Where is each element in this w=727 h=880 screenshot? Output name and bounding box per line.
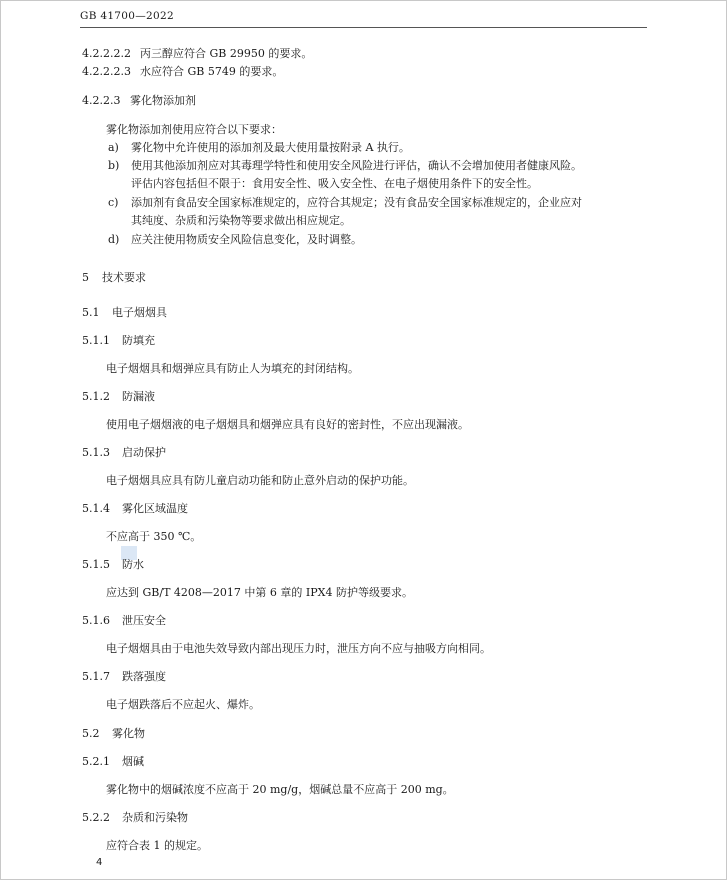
header-rule — [80, 27, 647, 28]
intro-text: 雾化物添加剂使用应符合以下要求： — [106, 123, 282, 136]
body-text: 电子烟烟具和烟弹应具有防止人为填充的封闭结构。 — [106, 362, 359, 375]
list-text: 添加剂有食品安全国家标准规定的，应符合其规定；没有食品安全国家标准规定的，企业应对 — [131, 196, 582, 209]
section-number: 5.2 — [82, 727, 100, 740]
clause-text: 丙三醇应符合 GB 29950 的要求。 — [140, 47, 313, 60]
section-title: 电子烟烟具 — [112, 306, 167, 319]
section-number: 5.1 — [82, 306, 100, 319]
list-text: 其纯度、杂质和污染物等要求做出相应规定。 — [131, 214, 351, 227]
subsection-title: 防水 — [122, 558, 144, 571]
clause-title: 雾化物添加剂 — [130, 94, 196, 107]
body-text: 电子烟跌落后不应起火、爆炸。 — [106, 698, 260, 711]
list-text: 雾化物中允许使用的添加剂及最大使用量按附录 A 执行。 — [131, 141, 410, 154]
list-marker: a) — [108, 141, 119, 154]
clause-number: 4.2.2.2.2 — [82, 47, 131, 60]
page-header — [80, 10, 174, 22]
body-text: 电子烟烟具应具有防儿童启动功能和防止意外启动的保护功能。 — [106, 474, 414, 487]
section-title: 雾化物 — [112, 727, 145, 740]
chapter-number: 5 — [82, 271, 89, 284]
subsection-number: 5.2.2 — [82, 811, 110, 824]
clause-text: 水应符合 GB 5749 的要求。 — [140, 65, 284, 78]
list-marker: c) — [108, 196, 119, 209]
subsection-number: 5.1.3 — [82, 446, 110, 459]
standard-code: GB 41700—2022 — [80, 10, 174, 22]
subsection-title: 防填充 — [122, 334, 155, 347]
list-marker: b) — [108, 159, 120, 172]
subsection-title: 雾化区域温度 — [122, 502, 188, 515]
subsection-number: 5.1.5 — [82, 558, 110, 571]
subsection-number: 5.2.1 — [82, 755, 110, 768]
subsection-title: 跌落强度 — [122, 670, 166, 683]
clause-number: 4.2.2.2.3 — [82, 65, 131, 78]
subsection-number: 5.1.1 — [82, 334, 110, 347]
subsection-number: 5.1.4 — [82, 502, 110, 515]
list-text: 应关注使用物质安全风险信息变化，及时调整。 — [131, 233, 362, 246]
list-marker: d) — [108, 233, 120, 246]
chapter-title: 技术要求 — [102, 271, 146, 284]
body-text: 应符合表 1 的规定。 — [106, 839, 208, 852]
subsection-number: 5.1.7 — [82, 670, 110, 683]
body-text: 电子烟烟具由于电池失效导致内部出现压力时，泄压方向不应与抽吸方向相同。 — [106, 642, 491, 655]
subsection-title: 启动保护 — [122, 446, 166, 459]
list-text: 使用其他添加剂应对其毒理学特性和使用安全风险进行评估，确认不会增加使用者健康风险。 — [131, 159, 582, 172]
body-text: 不应高于 350 ℃。 — [106, 530, 202, 543]
clause-number: 4.2.2.3 — [82, 94, 121, 107]
subsection-title: 杂质和污染物 — [122, 811, 188, 824]
body-text: 使用电子烟烟液的电子烟烟具和烟弹应具有良好的密封性，不应出现漏液。 — [106, 418, 469, 431]
subsection-title: 烟碱 — [122, 755, 144, 768]
subsection-number: 5.1.2 — [82, 390, 110, 403]
body-text: 应达到 GB/T 4208—2017 中第 6 章的 IPX4 防护等级要求。 — [106, 586, 413, 599]
subsection-title: 泄压安全 — [122, 614, 166, 627]
body-text: 雾化物中的烟碱浓度不应高于 20 mg/g，烟碱总量不应高于 200 mg。 — [106, 783, 454, 796]
list-text: 评估内容包括但不限于：食用安全性、吸入安全性、在电子烟使用条件下的安全性。 — [131, 177, 538, 190]
subsection-number: 5.1.6 — [82, 614, 110, 627]
page-number: 4 — [96, 857, 103, 868]
subsection-title: 防漏液 — [122, 390, 155, 403]
